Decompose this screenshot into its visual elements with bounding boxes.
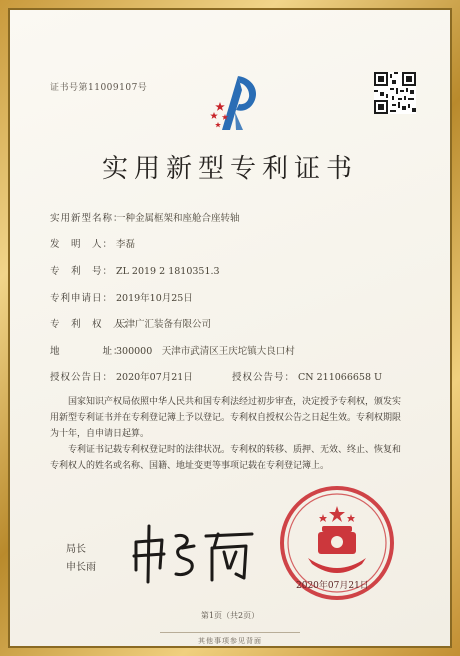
body-paragraph: 专利证书记载专利权登记时的法律状况。专利权的转移、质押、无效、终止、恢复和专利权人的姓名或名称、国籍、地址变更等事项记载在专利登记簿上。 — [50, 445, 402, 471]
qr-code-icon — [374, 72, 416, 114]
certificate-number: 证书号第11009107号 — [50, 83, 148, 93]
certificate-body — [50, 394, 406, 474]
director-title: 局长 — [66, 544, 86, 555]
body-paragraph: 国家知识产权局依照中华人民共和国专利法经过初步审查，决定授予专利权，颁发实用新型专利证书并在专利登记簿上予以登记。专利权自授权公告之日起生效。专利权期限为十年，自申请日起算。 — [50, 397, 402, 439]
patent-office-logo-icon — [208, 72, 264, 134]
field-utility-model-name: 实用新型名称：一种金属框架和座舱合座转轴 — [50, 213, 240, 224]
seal-date: 2020年07月21日 — [296, 581, 369, 591]
field-grant-date: 授权公告日： 2020年07月21日 — [50, 372, 193, 383]
page-number: 第1页（共2页） — [200, 611, 260, 620]
field-application-date: 专利申请日： 2019年10月25日 — [50, 293, 193, 304]
footer-note: 其他事项参见背面 — [198, 637, 262, 645]
director-signature — [128, 518, 258, 590]
field-grant-number: 授权公告号： CN 211066658 U — [232, 372, 383, 383]
field-address: 地 址：300000 天津市武清区王庆坨镇大良口村 — [50, 346, 295, 357]
field-patentee: 专 利 权 人：天津广汇装备有限公司 — [50, 319, 212, 330]
director-name: 申长雨 — [66, 562, 96, 573]
footer-divider — [160, 632, 300, 633]
field-patent-number: 专 利 号： ZL 2019 2 1810351.3 — [50, 266, 220, 277]
certificate-page — [8, 8, 452, 648]
field-inventor: 发 明 人： 李磊 — [50, 239, 136, 250]
certificate-title: 实用新型专利证书 — [101, 154, 358, 184]
